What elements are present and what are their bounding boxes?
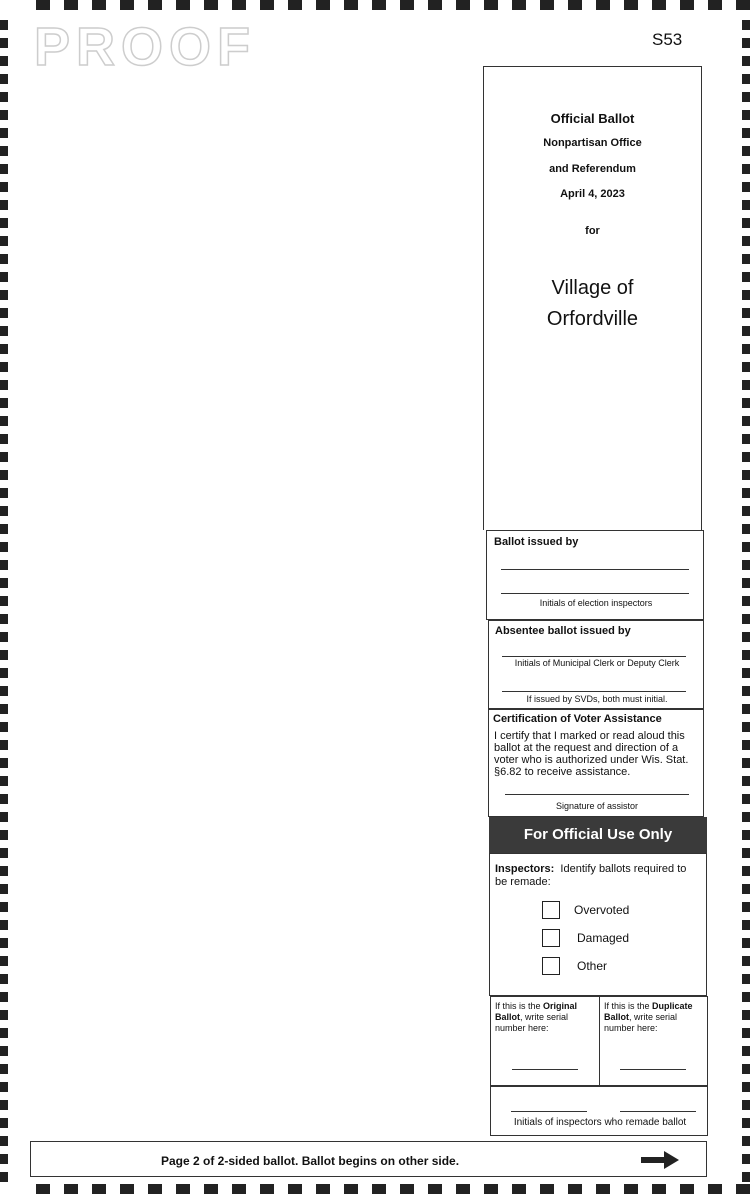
timing-mark — [0, 794, 8, 804]
timing-mark — [400, 0, 414, 10]
timing-mark — [0, 578, 8, 588]
duplicate-serial-column — [600, 997, 709, 1087]
absentee-section — [488, 620, 704, 709]
inspector-initials-caption: Initials of election inspectors — [539, 598, 653, 608]
timing-mark — [0, 218, 8, 228]
certification-text: I certify that I marked or read aloud this ballot at the request and direction of a voter who is authorized under Wis. Stat. §6.82 to receive assistance. — [494, 730, 689, 778]
timing-mark — [0, 1028, 8, 1038]
timing-mark — [540, 1184, 554, 1194]
timing-mark — [0, 1154, 8, 1164]
certification-section — [488, 709, 704, 817]
timing-mark — [0, 344, 8, 354]
timing-mark — [0, 236, 8, 246]
svd-initials-caption: If issued by SVDs, both must initial. — [526, 694, 668, 704]
timing-mark — [260, 1184, 274, 1194]
page-footer — [30, 1141, 707, 1177]
timing-mark — [742, 524, 750, 534]
timing-mark — [624, 0, 638, 10]
timing-mark — [742, 326, 750, 336]
timing-mark — [568, 0, 582, 10]
timing-marks-top — [0, 0, 750, 10]
timing-mark — [0, 1082, 8, 1092]
timing-mark — [0, 254, 8, 264]
timing-mark — [742, 128, 750, 138]
remade-initials-line-2[interactable] — [620, 1111, 696, 1112]
timing-mark — [0, 560, 8, 570]
other-option[interactable] — [542, 957, 607, 975]
timing-mark — [0, 1064, 8, 1074]
timing-mark — [0, 1046, 8, 1056]
duplicate-serial-line[interactable] — [620, 1069, 686, 1070]
damaged-label: Damaged — [577, 931, 630, 945]
timing-mark — [36, 0, 50, 10]
ballot-issued-section — [486, 530, 704, 620]
ballot-title: Official Ballot — [550, 111, 635, 126]
timing-mark — [742, 992, 750, 1002]
timing-marks-left — [0, 0, 8, 1196]
inspector-initials-line-1[interactable] — [501, 569, 689, 570]
original-serial-prefix: If this is the — [495, 1001, 541, 1011]
other-label: Other — [577, 959, 608, 973]
for-label: for — [585, 225, 600, 237]
duplicate-ballot-label: Duplicate Ballot — [604, 1001, 693, 1022]
timing-mark — [148, 0, 162, 10]
timing-mark — [232, 1184, 246, 1194]
timing-mark — [0, 740, 8, 750]
timing-mark — [742, 632, 750, 642]
timing-mark — [0, 866, 8, 876]
certification-label: Certification of Voter Assistance — [493, 713, 662, 725]
timing-mark — [742, 56, 750, 66]
timing-mark — [0, 1172, 8, 1182]
municipality-line-1: Village of — [551, 277, 634, 299]
timing-mark — [742, 938, 750, 948]
timing-mark — [742, 362, 750, 372]
timing-mark — [92, 0, 106, 10]
timing-mark — [742, 1118, 750, 1128]
timing-mark — [204, 1184, 218, 1194]
timing-mark — [176, 0, 190, 10]
damaged-option[interactable] — [542, 929, 629, 947]
duplicate-serial-suffix: , write serial number here: — [604, 1012, 678, 1033]
timing-mark — [512, 0, 526, 10]
timing-mark — [742, 1028, 750, 1038]
timing-mark — [742, 596, 750, 606]
timing-mark — [0, 452, 8, 462]
proof-watermark: PROOF — [34, 17, 257, 77]
timing-mark — [680, 0, 694, 10]
timing-mark — [742, 1100, 750, 1110]
timing-mark — [742, 218, 750, 228]
timing-mark — [120, 1184, 134, 1194]
timing-mark — [596, 1184, 610, 1194]
municipality-line-2: Orfordville — [546, 308, 639, 330]
timing-mark — [742, 812, 750, 822]
timing-mark — [288, 0, 302, 10]
original-serial-column — [491, 997, 600, 1087]
original-ballot-label: Original Ballot — [495, 1001, 578, 1022]
timing-mark — [0, 38, 8, 48]
timing-mark — [742, 146, 750, 156]
timing-mark — [0, 1136, 8, 1146]
timing-mark — [742, 344, 750, 354]
timing-mark — [742, 110, 750, 120]
timing-mark — [742, 848, 750, 858]
timing-mark — [344, 0, 358, 10]
timing-mark — [0, 596, 8, 606]
timing-mark — [0, 830, 8, 840]
timing-mark — [0, 110, 8, 120]
remade-initials-section — [490, 1086, 708, 1136]
timing-mark — [652, 0, 666, 10]
timing-mark — [0, 704, 8, 714]
timing-mark — [0, 326, 8, 336]
absentee-label: Absentee ballot issued by — [495, 625, 631, 637]
timing-mark — [0, 488, 8, 498]
ballot-issued-label: Ballot issued by — [494, 536, 579, 548]
ballot-subtitle-2: and Referendum — [549, 163, 636, 175]
timing-mark — [708, 1184, 722, 1194]
timing-mark — [0, 848, 8, 858]
timing-mark — [204, 0, 218, 10]
timing-mark — [742, 560, 750, 570]
timing-mark — [0, 938, 8, 948]
timing-mark — [0, 1100, 8, 1110]
timing-mark — [428, 1184, 442, 1194]
timing-mark — [742, 740, 750, 750]
timing-mark — [484, 0, 498, 10]
timing-mark — [742, 956, 750, 966]
timing-mark — [316, 0, 330, 10]
assistor-signature-caption: Signature of assistor — [555, 801, 639, 811]
timing-mark — [0, 758, 8, 768]
timing-mark — [742, 182, 750, 192]
timing-mark — [742, 1046, 750, 1056]
timing-mark — [0, 524, 8, 534]
timing-mark — [742, 1172, 750, 1182]
timing-mark — [540, 0, 554, 10]
timing-mark — [0, 470, 8, 480]
timing-mark — [742, 686, 750, 696]
timing-mark — [742, 1082, 750, 1092]
overvoted-label: Overvoted — [574, 903, 630, 917]
timing-mark — [742, 668, 750, 678]
timing-mark — [0, 308, 8, 318]
timing-mark — [92, 1184, 106, 1194]
timing-mark — [148, 1184, 162, 1194]
timing-mark — [260, 0, 274, 10]
timing-mark — [742, 884, 750, 894]
timing-mark — [372, 0, 386, 10]
timing-mark — [0, 128, 8, 138]
damaged-checkbox[interactable] — [542, 929, 560, 947]
timing-mark — [742, 722, 750, 732]
timing-mark — [680, 1184, 694, 1194]
timing-mark — [0, 632, 8, 642]
timing-mark — [742, 272, 750, 282]
timing-mark — [0, 974, 8, 984]
timing-mark — [742, 20, 750, 30]
timing-mark — [512, 1184, 526, 1194]
timing-mark — [742, 38, 750, 48]
timing-mark — [0, 164, 8, 174]
timing-mark — [428, 0, 442, 10]
timing-mark — [0, 506, 8, 516]
serial-number-section — [490, 996, 708, 1086]
timing-mark — [742, 974, 750, 984]
timing-mark — [742, 308, 750, 318]
timing-mark — [316, 1184, 330, 1194]
original-serial-suffix: , write serial number here: — [495, 1012, 569, 1033]
timing-mark — [0, 722, 8, 732]
timing-mark — [36, 1184, 50, 1194]
timing-mark — [0, 74, 8, 84]
timing-mark — [0, 398, 8, 408]
timing-marks-bottom — [0, 1184, 750, 1194]
timing-mark — [400, 1184, 414, 1194]
timing-mark — [742, 470, 750, 480]
inspectors-section — [489, 853, 707, 996]
timing-mark — [742, 92, 750, 102]
timing-mark — [742, 506, 750, 516]
timing-mark — [742, 452, 750, 462]
inspectors-label: Inspectors: — [495, 863, 555, 875]
timing-mark — [0, 650, 8, 660]
timing-mark — [0, 146, 8, 156]
inspector-initials-line-2[interactable] — [501, 593, 689, 594]
timing-mark — [742, 164, 750, 174]
timing-mark — [742, 776, 750, 786]
timing-mark — [0, 992, 8, 1002]
timing-mark — [0, 686, 8, 696]
timing-mark — [624, 1184, 638, 1194]
timing-mark — [0, 812, 8, 822]
overvoted-checkbox[interactable] — [542, 901, 560, 919]
timing-mark — [456, 1184, 470, 1194]
overvoted-option[interactable] — [542, 901, 629, 919]
arrow-right-icon — [641, 1151, 679, 1169]
timing-mark — [0, 884, 8, 894]
timing-mark — [0, 902, 8, 912]
timing-mark — [232, 0, 246, 10]
timing-mark — [596, 0, 610, 10]
duplicate-serial-prefix: If this is the — [604, 1001, 650, 1011]
timing-mark — [742, 866, 750, 876]
inspectors-text: Identify ballots required to be remade: — [495, 863, 687, 888]
timing-mark — [0, 434, 8, 444]
timing-mark — [0, 542, 8, 552]
other-checkbox[interactable] — [542, 957, 560, 975]
timing-mark — [742, 920, 750, 930]
timing-mark — [0, 416, 8, 426]
timing-mark — [0, 1118, 8, 1128]
timing-mark — [0, 182, 8, 192]
remade-initials-caption: Initials of inspectors who remade ballot — [513, 1117, 687, 1128]
timing-mark — [0, 1010, 8, 1020]
timing-mark — [64, 0, 78, 10]
timing-mark — [288, 1184, 302, 1194]
timing-mark — [742, 1154, 750, 1164]
timing-mark — [568, 1184, 582, 1194]
footer-text: Page 2 of 2-sided ballot. Ballot begins on other side. — [161, 1154, 460, 1168]
timing-mark — [742, 902, 750, 912]
timing-mark — [742, 542, 750, 552]
timing-marks-right — [742, 0, 750, 1196]
timing-mark — [742, 380, 750, 390]
assistor-signature-line[interactable] — [505, 794, 689, 795]
timing-mark — [0, 920, 8, 930]
timing-mark — [484, 1184, 498, 1194]
timing-mark — [708, 0, 722, 10]
ballot-header — [483, 66, 702, 530]
clerk-initials-caption: Initials of Municipal Clerk or Deputy Clerk — [514, 658, 680, 668]
timing-mark — [0, 92, 8, 102]
ballot-code: S53 — [652, 30, 683, 49]
timing-mark — [0, 200, 8, 210]
timing-mark — [64, 1184, 78, 1194]
timing-mark — [742, 614, 750, 624]
timing-mark — [742, 1064, 750, 1074]
timing-mark — [0, 614, 8, 624]
timing-mark — [0, 776, 8, 786]
timing-mark — [742, 758, 750, 768]
original-serial-line[interactable] — [512, 1069, 578, 1070]
election-date: April 4, 2023 — [560, 188, 625, 200]
timing-mark — [742, 236, 750, 246]
timing-mark — [120, 0, 134, 10]
timing-mark — [0, 290, 8, 300]
timing-mark — [742, 200, 750, 210]
inspectors-instructions — [495, 863, 700, 889]
timing-mark — [742, 488, 750, 498]
timing-mark — [0, 380, 8, 390]
timing-mark — [742, 650, 750, 660]
timing-mark — [0, 668, 8, 678]
timing-mark — [0, 956, 8, 966]
timing-mark — [742, 704, 750, 714]
timing-mark — [456, 0, 470, 10]
timing-mark — [742, 830, 750, 840]
timing-mark — [652, 1184, 666, 1194]
clerk-initials-line[interactable] — [502, 656, 686, 657]
timing-mark — [0, 56, 8, 66]
ballot-subtitle-1: Nonpartisan Office — [543, 137, 642, 149]
timing-mark — [742, 416, 750, 426]
timing-mark — [742, 254, 750, 264]
timing-mark — [742, 398, 750, 408]
timing-mark — [742, 74, 750, 84]
timing-mark — [742, 290, 750, 300]
timing-mark — [742, 578, 750, 588]
timing-mark — [742, 434, 750, 444]
timing-mark — [176, 1184, 190, 1194]
svd-initials-line[interactable] — [502, 691, 686, 692]
official-use-header: For Official Use Only — [489, 817, 707, 853]
remade-initials-line-1[interactable] — [511, 1111, 587, 1112]
timing-mark — [344, 1184, 358, 1194]
timing-mark — [0, 272, 8, 282]
timing-mark — [0, 362, 8, 372]
timing-mark — [372, 1184, 386, 1194]
timing-mark — [742, 794, 750, 804]
timing-mark — [742, 1010, 750, 1020]
timing-mark — [0, 20, 8, 30]
timing-mark — [742, 1136, 750, 1146]
